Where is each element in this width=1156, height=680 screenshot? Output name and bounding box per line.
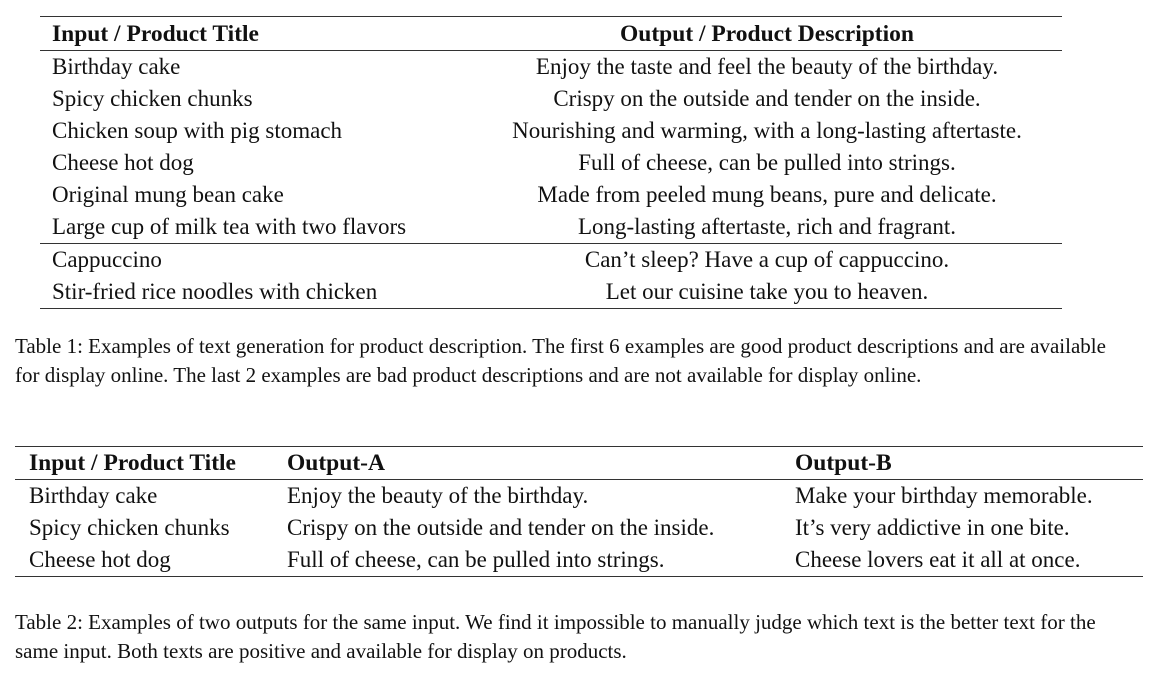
table-cell-input: Spicy chicken chunks: [52, 86, 253, 111]
table-row: [15, 544, 1143, 577]
table-cell-input: Birthday cake: [29, 483, 158, 508]
table-cell-input: Cheese hot dog: [29, 547, 171, 572]
table-cell-input: Spicy chicken chunks: [29, 515, 230, 540]
table-cell-output-a: Enjoy the beauty of the birthday.: [287, 483, 589, 508]
table-cell-output: Long-lasting aftertaste, rich and fragrant.: [577, 214, 957, 239]
table-1: [40, 16, 1062, 309]
table-row: [15, 480, 1143, 513]
table-1-header-input: Input / Product Title: [52, 20, 259, 47]
table-row: [40, 51, 1062, 84]
table-1-header-row: [40, 17, 1062, 51]
table-cell-input: Cappuccino: [40, 244, 472, 277]
table-cell-output-b: Make your birthday memorable.: [795, 483, 1093, 508]
table-cell-output-b: It’s very addictive in one bite.: [795, 515, 1070, 540]
table-cell-output: Let our cuisine take you to heaven.: [605, 279, 929, 304]
table-cell-output: Crispy on the outside and tender on the inside.: [553, 86, 981, 111]
table-2-header-row: [15, 447, 1143, 480]
table-2: [15, 446, 1143, 577]
table-cell-output: Made from peeled mung beans, pure and delicate.: [537, 182, 997, 207]
table-cell-input: Large cup of milk tea with two flavors: [52, 214, 407, 239]
table-2-caption: Table 2: Examples of two outputs for the same input. We find it impossible to manually judge which text is the better text for the same input. Both texts are positive and available for display on products.: [15, 610, 1096, 663]
table-2-header-output-b: Output-B: [795, 450, 892, 476]
table-cell-output-b: Cheese lovers eat it all at once.: [795, 547, 1081, 572]
table-cell-output: Nourishing and warming, with a long-lasting aftertaste.: [512, 118, 1022, 143]
table-row: [40, 179, 1062, 211]
table-2-header-output-a: Output-A: [287, 450, 385, 476]
table-row: [40, 244, 1062, 277]
table-cell-input: Original mung bean cake: [52, 182, 284, 207]
table-2-header-input: Input / Product Title: [29, 450, 236, 476]
table-cell-input: Stir-fried rice noodles with chicken: [52, 279, 378, 304]
table-row: [40, 147, 1062, 179]
table-row: [15, 512, 1143, 544]
table-cell-output: Can’t sleep? Have a cup of cappuccino.: [472, 244, 1062, 277]
table-1-header-output: Output / Product Description: [620, 20, 914, 47]
table-row: [40, 211, 1062, 244]
table-cell-input: Chicken soup with pig stomach: [52, 118, 343, 143]
table-cell-output-a: Crispy on the outside and tender on the inside.: [287, 515, 715, 540]
table-row: [40, 276, 1062, 309]
table-row: [40, 115, 1062, 147]
table-cell-output-a: Full of cheese, can be pulled into strings.: [287, 547, 665, 572]
table-row: [40, 83, 1062, 115]
table-cell-output: Full of cheese, can be pulled into strings.: [578, 150, 956, 175]
table-cell-output: Enjoy the taste and feel the beauty of the birthday.: [535, 54, 999, 79]
table-cell-input: Birthday cake: [52, 54, 181, 79]
table-cell-input: Cheese hot dog: [52, 150, 194, 175]
table-1-caption: Table 1: Examples of text generation for product description. The first 6 examples are good product descriptions and are available for display online. The last 2 examples are bad product descriptions and are not available for display online.: [15, 334, 1106, 387]
